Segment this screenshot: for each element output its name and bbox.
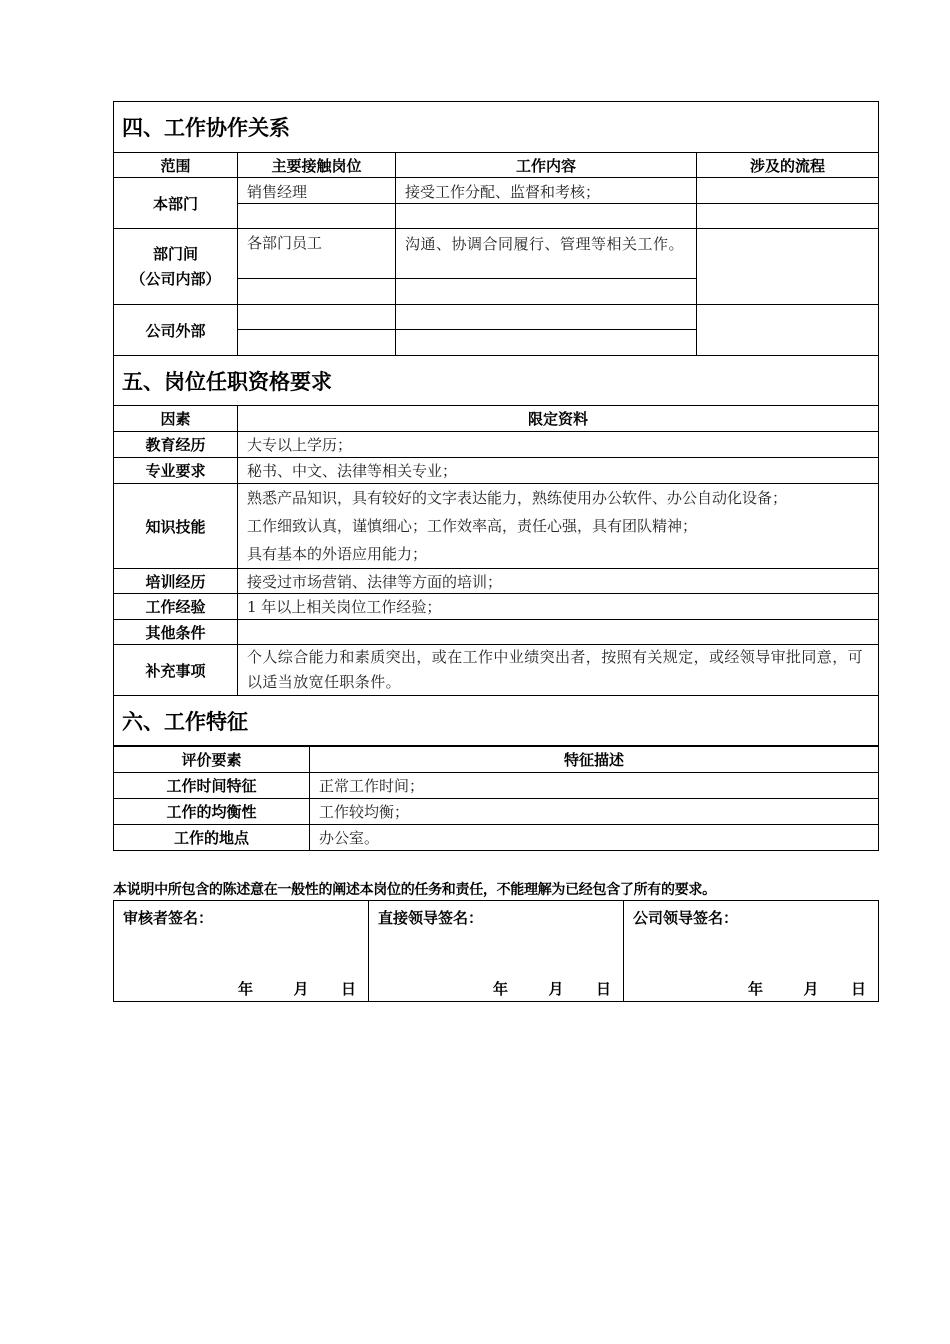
header-work-content: 工作内容 — [396, 153, 697, 178]
external-content-2 — [396, 330, 697, 356]
disclaimer-note: 本说明中所包含的陈述意在一般性的阐述本岗位的任务和责任，不能理解为已经包含了所有的要求。 — [113, 882, 716, 898]
internal-content-2 — [396, 204, 697, 229]
section6-title: 六、工作特征 — [114, 696, 879, 746]
section4-title: 四、工作协作关系 — [114, 102, 879, 153]
reviewer-date — [238, 978, 356, 999]
cross-label-line1: 部门间 — [152, 244, 198, 263]
header-evaluation-factor: 评价要素 — [114, 747, 310, 773]
reviewer-signature-label: 审核者签名： — [123, 909, 214, 927]
location-label: 工作的地点 — [114, 825, 310, 851]
cross-post-1: 各部门员工 — [238, 229, 396, 279]
major-label: 专业要求 — [114, 458, 238, 484]
cross-label-line2: （公司内部） — [130, 269, 221, 288]
date-month: 月 — [548, 980, 564, 998]
date-year: 年 — [493, 980, 509, 998]
date-day: 日 — [850, 980, 866, 998]
scope-cross-department — [114, 229, 238, 305]
date-month: 月 — [293, 980, 309, 998]
company-signature-box[interactable] — [624, 901, 879, 1002]
work-characteristics-table — [113, 746, 879, 851]
external-post-2 — [238, 330, 396, 356]
date-day: 日 — [340, 980, 356, 998]
internal-process-1 — [697, 178, 879, 204]
cross-content-2 — [396, 279, 697, 305]
time-value: 正常工作时间； — [310, 773, 879, 799]
scope-internal: 本部门 — [114, 178, 238, 229]
training-label: 培训经历 — [114, 569, 238, 594]
header-qualification: 限定资料 — [238, 406, 879, 432]
scope-external: 公司外部 — [114, 305, 238, 356]
skills-line-2: 工作细致认真，谨慎细心；工作效率高，责任心强，具有团队精神； — [247, 517, 698, 535]
job-description-table — [113, 101, 879, 746]
cross-process — [697, 229, 879, 305]
skills-value — [238, 484, 879, 569]
section5-title: 五、岗位任职资格要求 — [114, 356, 879, 406]
supplement-value: 个人综合能力和素质突出，或在工作中业绩突出者，按照有关规定，或经领导审批同意，可以适当放宽任职条件。 — [238, 645, 879, 696]
company-date — [748, 978, 866, 999]
education-label: 教育经历 — [114, 432, 238, 458]
internal-post-2 — [238, 204, 396, 229]
balance-value: 工作较均衡； — [310, 799, 879, 825]
experience-value: 1 年以上相关岗位工作经验； — [238, 594, 879, 620]
other-label: 其他条件 — [114, 620, 238, 645]
external-post-1 — [238, 305, 396, 330]
skills-line-1: 熟悉产品知识，具有较好的文字表达能力，熟练使用办公软件、办公自动化设备； — [247, 489, 788, 507]
time-label: 工作时间特征 — [114, 773, 310, 799]
date-day: 日 — [595, 980, 611, 998]
header-contact-post: 主要接触岗位 — [238, 153, 396, 178]
education-value: 大专以上学历； — [238, 432, 879, 458]
location-value: 办公室。 — [310, 825, 879, 851]
header-scope: 范围 — [114, 153, 238, 178]
major-value: 秘书、中文、法律等相关专业； — [238, 458, 879, 484]
skills-label: 知识技能 — [114, 484, 238, 569]
other-value — [238, 620, 879, 645]
company-signature-label: 公司领导签名： — [633, 909, 739, 927]
date-year: 年 — [238, 980, 254, 998]
cross-content-1: 沟通、协调合同履行、管理等相关工作。 — [396, 229, 697, 279]
header-factor: 因素 — [114, 406, 238, 432]
date-month: 月 — [803, 980, 819, 998]
header-process: 涉及的流程 — [697, 153, 879, 178]
internal-content-1: 接受工作分配、监督和考核； — [396, 178, 697, 204]
balance-label: 工作的均衡性 — [114, 799, 310, 825]
internal-process-2 — [697, 204, 879, 229]
supplement-label: 补充事项 — [114, 645, 238, 696]
reviewer-signature-box[interactable] — [114, 901, 369, 1002]
signature-table — [113, 900, 879, 1002]
internal-post-1: 销售经理 — [238, 178, 396, 204]
experience-label: 工作经验 — [114, 594, 238, 620]
supervisor-date — [493, 978, 611, 999]
supervisor-signature-label: 直接领导签名： — [378, 909, 484, 927]
external-content-1 — [396, 305, 697, 330]
supervisor-signature-box[interactable] — [369, 901, 624, 1002]
cross-post-2 — [238, 279, 396, 305]
date-year: 年 — [748, 980, 764, 998]
training-value: 接受过市场营销、法律等方面的培训； — [238, 569, 879, 594]
skills-line-3: 具有基本的外语应用能力； — [247, 545, 428, 563]
external-process — [697, 305, 879, 356]
header-characteristic: 特征描述 — [310, 747, 879, 773]
